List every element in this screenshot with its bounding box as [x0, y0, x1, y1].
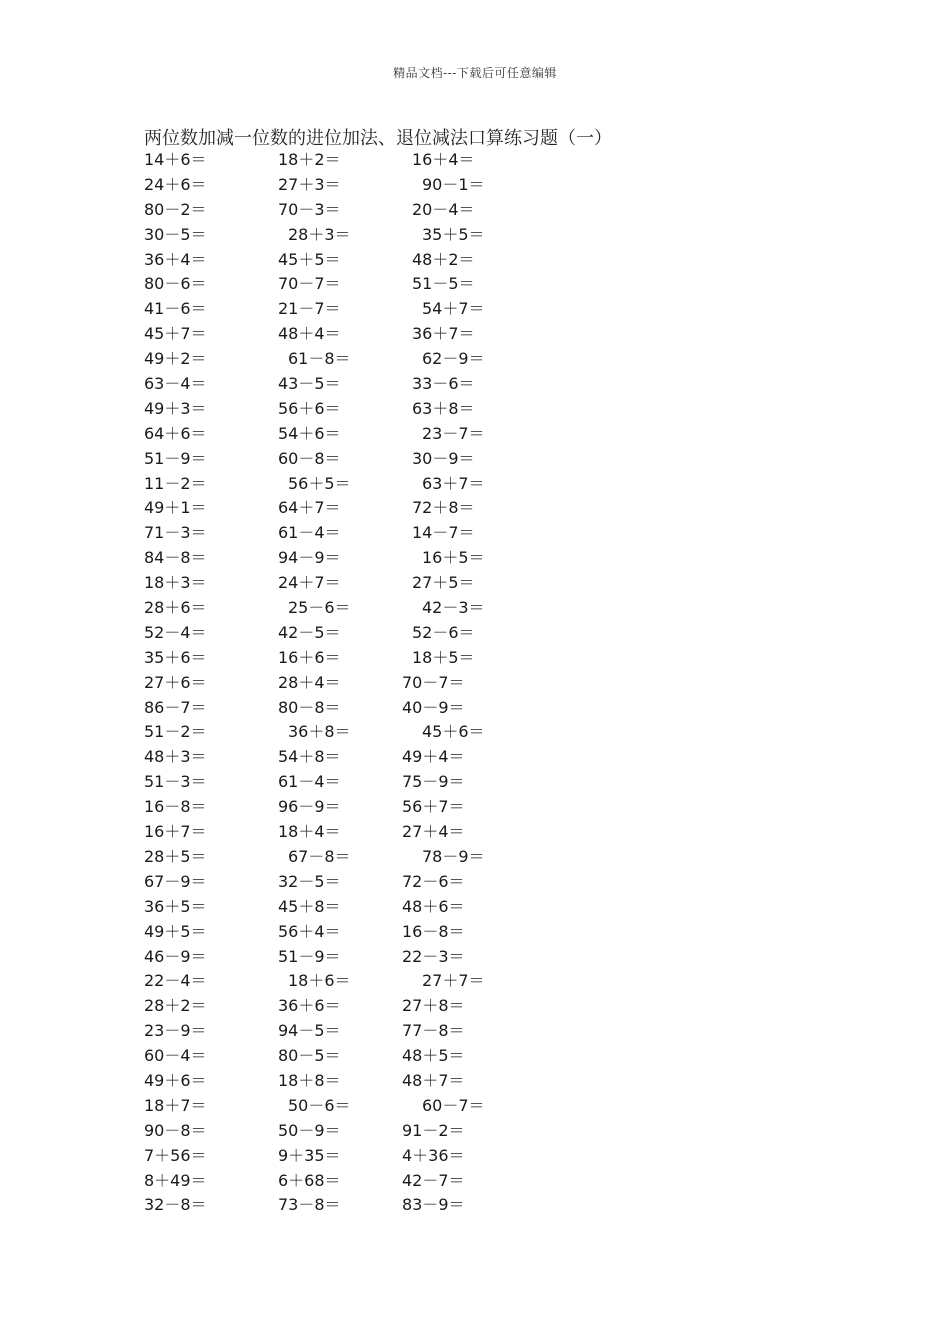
- problem-row: [144, 272, 564, 297]
- problem-cell: 84－8＝: [144, 548, 207, 568]
- problem-cell: 48＋2＝: [412, 249, 475, 269]
- problem-cell: 70－7＝: [278, 274, 341, 294]
- problem-cell: 49＋2＝: [144, 349, 207, 369]
- problem-cell: 4＋36＝: [402, 1145, 465, 1165]
- problem-row: [144, 994, 564, 1019]
- problem-cell: 16＋4＝: [412, 150, 475, 169]
- problem-cell: 45＋6＝: [422, 722, 485, 742]
- problem-cell: 11－2＝: [144, 473, 207, 493]
- problem-row: [144, 596, 564, 621]
- problem-row: [144, 720, 564, 745]
- problem-cell: 32－5＝: [278, 871, 341, 891]
- problem-cell: 49＋4＝: [402, 747, 465, 767]
- problem-cell: 80－8＝: [278, 697, 341, 717]
- problem-cell: 28＋2＝: [144, 996, 207, 1016]
- problem-cell: 48＋5＝: [402, 1046, 465, 1066]
- problem-cell: 18＋5＝: [412, 647, 475, 667]
- problem-cell: 77－8＝: [402, 1021, 465, 1041]
- problem-row: [144, 521, 564, 546]
- problem-cell: 35＋5＝: [422, 224, 485, 244]
- problem-row: [144, 198, 564, 223]
- problem-cell: 72－6＝: [402, 871, 465, 891]
- problem-cell: 18＋3＝: [144, 573, 207, 593]
- problem-cell: 80－2＝: [144, 199, 207, 219]
- problem-row: [144, 422, 564, 447]
- problem-cell: 25－6＝: [288, 598, 351, 618]
- problem-cell: 75－9＝: [402, 772, 465, 792]
- problem-cell: 46－9＝: [144, 946, 207, 966]
- problem-cell: 48＋7＝: [402, 1070, 465, 1090]
- problem-cell: 7＋56＝: [144, 1145, 207, 1165]
- problem-row: [144, 1069, 564, 1094]
- problem-row: [144, 1094, 564, 1119]
- problem-cell: 51－9＝: [144, 448, 207, 468]
- problem-cell: 56＋7＝: [402, 797, 465, 817]
- problem-cell: 28＋6＝: [144, 598, 207, 618]
- problem-cell: 27＋6＝: [144, 672, 207, 692]
- problem-cell: 60－7＝: [422, 1095, 485, 1115]
- problem-cell: 48＋6＝: [402, 896, 465, 916]
- problem-row: [144, 671, 564, 696]
- problem-cell: 52－6＝: [412, 622, 475, 642]
- problem-row: [144, 1193, 564, 1218]
- problem-row: [144, 646, 564, 671]
- problem-cell: 56＋4＝: [278, 921, 341, 941]
- problem-cell: 51－9＝: [278, 946, 341, 966]
- problem-cell: 28＋5＝: [144, 846, 207, 866]
- problem-row: [144, 248, 564, 273]
- problem-cell: 51－2＝: [144, 722, 207, 742]
- problem-cell: 48＋4＝: [278, 324, 341, 344]
- problem-cell: 61－4＝: [278, 772, 341, 792]
- problem-cell: 28＋3＝: [288, 224, 351, 244]
- problem-cell: 20－4＝: [412, 199, 475, 219]
- problem-cell: 16＋7＝: [144, 822, 207, 842]
- problem-cell: 32－8＝: [144, 1195, 207, 1215]
- problem-cell: 40－9＝: [402, 697, 465, 717]
- problem-row: [144, 1144, 564, 1169]
- problem-row: [144, 173, 564, 198]
- problem-cell: 70－7＝: [402, 672, 465, 692]
- problem-cell: 27＋5＝: [412, 573, 475, 593]
- problem-row: [144, 571, 564, 596]
- problem-cell: 54＋7＝: [422, 299, 485, 319]
- problem-row: [144, 795, 564, 820]
- problem-cell: 63＋7＝: [422, 473, 485, 493]
- problem-cell: 33－6＝: [412, 374, 475, 394]
- problem-cell: 56＋6＝: [278, 398, 341, 418]
- problem-cell: 90－8＝: [144, 1120, 207, 1140]
- problem-row: [144, 148, 564, 173]
- problem-row: [144, 945, 564, 970]
- problem-row: [144, 870, 564, 895]
- problem-cell: 18＋7＝: [144, 1095, 207, 1115]
- problem-cell: 6＋68＝: [278, 1170, 341, 1190]
- problem-cell: 24＋7＝: [278, 573, 341, 593]
- problem-cell: 45＋7＝: [144, 324, 207, 344]
- problem-cell: 16＋5＝: [422, 548, 485, 568]
- problem-cell: 63＋8＝: [412, 398, 475, 418]
- problem-cell: 60－4＝: [144, 1046, 207, 1066]
- problem-cell: 45＋8＝: [278, 896, 341, 916]
- problem-row: [144, 297, 564, 322]
- problem-cell: 96－9＝: [278, 797, 341, 817]
- problem-cell: 14＋6＝: [144, 150, 207, 169]
- problem-row: [144, 322, 564, 347]
- problem-cell: 27＋4＝: [402, 822, 465, 842]
- problem-cell: 23－9＝: [144, 1021, 207, 1041]
- problem-cell: 35＋6＝: [144, 647, 207, 667]
- problem-cell: 91－2＝: [402, 1120, 465, 1140]
- problem-cell: 60－8＝: [278, 448, 341, 468]
- problem-cell: 61－4＝: [278, 523, 341, 543]
- problem-cell: 86－7＝: [144, 697, 207, 717]
- problem-cell: 62－9＝: [422, 349, 485, 369]
- problem-cell: 18＋4＝: [278, 822, 341, 842]
- problem-cell: 30－9＝: [412, 448, 475, 468]
- problem-cell: 80－5＝: [278, 1046, 341, 1066]
- problem-cell: 50－9＝: [278, 1120, 341, 1140]
- problem-cell: 16－8＝: [402, 921, 465, 941]
- problem-cell: 36＋7＝: [412, 324, 475, 344]
- problem-cell: 16＋6＝: [278, 647, 341, 667]
- problem-cell: 36＋4＝: [144, 249, 207, 269]
- problem-row: [144, 770, 564, 795]
- problem-row: [144, 397, 564, 422]
- problem-cell: 67－9＝: [144, 871, 207, 891]
- problem-cell: 18＋6＝: [288, 971, 351, 991]
- problem-cell: 90－1＝: [422, 174, 485, 194]
- problem-cell: 71－3＝: [144, 523, 207, 543]
- problem-row: [144, 1019, 564, 1044]
- problem-cell: 50－6＝: [288, 1095, 351, 1115]
- page-header: 精品文档---下载后可任意编辑: [393, 66, 557, 80]
- problem-cell: 22－4＝: [144, 971, 207, 991]
- problem-cell: 94－5＝: [278, 1021, 341, 1041]
- problem-row: [144, 845, 564, 870]
- worksheet-title: 两位数加减一位数的进位加法、退位减法口算练习题（一）: [144, 128, 612, 149]
- problem-cell: 27＋8＝: [402, 996, 465, 1016]
- problem-row: [144, 496, 564, 521]
- problem-cell: 49＋3＝: [144, 398, 207, 418]
- problem-row: [144, 347, 564, 372]
- problem-row: [144, 745, 564, 770]
- problem-cell: 27＋7＝: [422, 971, 485, 991]
- problem-row: [144, 621, 564, 646]
- problem-cell: 45＋5＝: [278, 249, 341, 269]
- problem-cell: 52－4＝: [144, 622, 207, 642]
- problem-cell: 72＋8＝: [412, 498, 475, 518]
- problem-cell: 14－7＝: [412, 523, 475, 543]
- problem-cell: 80－6＝: [144, 274, 207, 294]
- problem-cell: 42－3＝: [422, 598, 485, 618]
- problem-row: [144, 1044, 564, 1069]
- problem-cell: 43－5＝: [278, 374, 341, 394]
- problem-cell: 27＋3＝: [278, 174, 341, 194]
- problem-cell: 42－7＝: [402, 1170, 465, 1190]
- problem-row: [144, 447, 564, 472]
- problem-row: [144, 223, 564, 248]
- problem-row: [144, 1169, 564, 1194]
- problem-cell: 28＋4＝: [278, 672, 341, 692]
- problem-cell: 51－5＝: [412, 274, 475, 294]
- problem-cell: 42－5＝: [278, 622, 341, 642]
- problem-cell: 54＋8＝: [278, 747, 341, 767]
- problem-row: [144, 920, 564, 945]
- problem-row: [144, 895, 564, 920]
- problem-cell: 73－8＝: [278, 1195, 341, 1215]
- problem-cell: 67－8＝: [288, 846, 351, 866]
- problem-cell: 23－7＝: [422, 423, 485, 443]
- problem-cell: 64＋6＝: [144, 423, 207, 443]
- problem-cell: 21－7＝: [278, 299, 341, 319]
- problem-cell: 8＋49＝: [144, 1170, 207, 1190]
- problem-cell: 36＋8＝: [288, 722, 351, 742]
- problem-row: [144, 472, 564, 497]
- problem-cell: 36＋5＝: [144, 896, 207, 916]
- problem-cell: 64＋7＝: [278, 498, 341, 518]
- problem-cell: 70－3＝: [278, 199, 341, 219]
- problem-cell: 22－3＝: [402, 946, 465, 966]
- problem-row: [144, 969, 564, 994]
- problem-cell: 78－9＝: [422, 846, 485, 866]
- problem-cell: 9＋35＝: [278, 1145, 341, 1165]
- problem-cell: 56＋5＝: [288, 473, 351, 493]
- problem-cell: 30－5＝: [144, 224, 207, 244]
- problem-cell: 49＋6＝: [144, 1070, 207, 1090]
- problem-cell: 49＋5＝: [144, 921, 207, 941]
- problem-cell: 94－9＝: [278, 548, 341, 568]
- problem-cell: 18＋2＝: [278, 150, 341, 169]
- problem-cell: 61－8＝: [288, 349, 351, 369]
- problem-cell: 54＋6＝: [278, 423, 341, 443]
- problem-cell: 16－8＝: [144, 797, 207, 817]
- problem-cell: 51－3＝: [144, 772, 207, 792]
- problem-row: [144, 546, 564, 571]
- problem-grid: [144, 148, 564, 1218]
- problem-cell: 49＋1＝: [144, 498, 207, 518]
- problem-cell: 18＋8＝: [278, 1070, 341, 1090]
- problem-row: [144, 820, 564, 845]
- problem-row: [144, 1119, 564, 1144]
- problem-row: [144, 372, 564, 397]
- problem-cell: 48＋3＝: [144, 747, 207, 767]
- problem-cell: 24＋6＝: [144, 174, 207, 194]
- problem-cell: 63－4＝: [144, 374, 207, 394]
- problem-row: [144, 696, 564, 721]
- problem-cell: 36＋6＝: [278, 996, 341, 1016]
- problem-cell: 41－6＝: [144, 299, 207, 319]
- problem-cell: 83－9＝: [402, 1195, 465, 1215]
